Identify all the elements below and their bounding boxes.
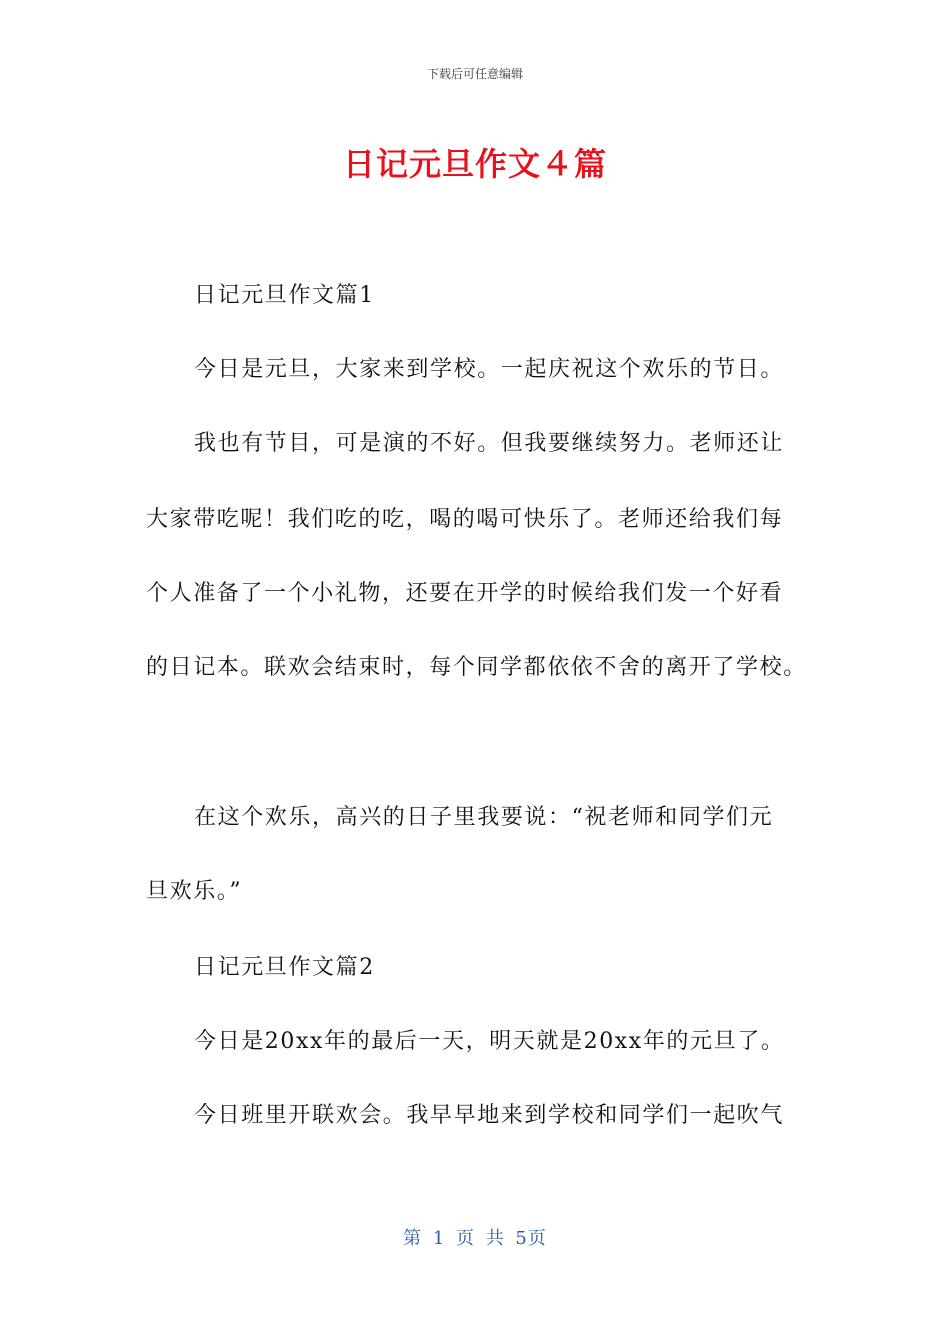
paragraph-line: 在这个欢乐，高兴的日子里我要说：“祝老师和同学们元 xyxy=(194,805,774,830)
paragraph-line: 我也有节目，可是演的不好。但我要继续努力。老师还让 xyxy=(194,431,785,456)
document-title: 日记元旦作文４篇 xyxy=(342,145,607,183)
paragraph-line: 个人准备了一个小礼物，还要在开学的时候给我们发一个好看 xyxy=(146,581,784,606)
paragraph-line: 的日记本。联欢会结束时，每个同学都依依不舍的离开了学校。 xyxy=(146,655,807,680)
section-heading-2: 日记元旦作文篇2 xyxy=(194,955,375,980)
paragraph-line: 今日是20xx年的最后一天，明天就是20xx年的元旦了。 xyxy=(194,1029,785,1054)
paragraph-line: 旦欢乐。” xyxy=(146,879,243,904)
header-note: 下载后可任意编辑 xyxy=(426,67,523,81)
paragraph-line: 今日是元旦，大家来到学校。一起庆祝这个欢乐的节日。 xyxy=(194,357,785,382)
page-number-footer: 第 1 页 共 5页 xyxy=(403,1228,547,1249)
paragraph-line: 今日班里开联欢会。我早早地来到学校和同学们一起吹气 xyxy=(194,1103,785,1128)
paragraph-line: 大家带吃呢！我们吃的吃，喝的喝可快乐了。老师还给我们每 xyxy=(146,507,784,532)
section-heading-1: 日记元旦作文篇1 xyxy=(194,283,375,308)
